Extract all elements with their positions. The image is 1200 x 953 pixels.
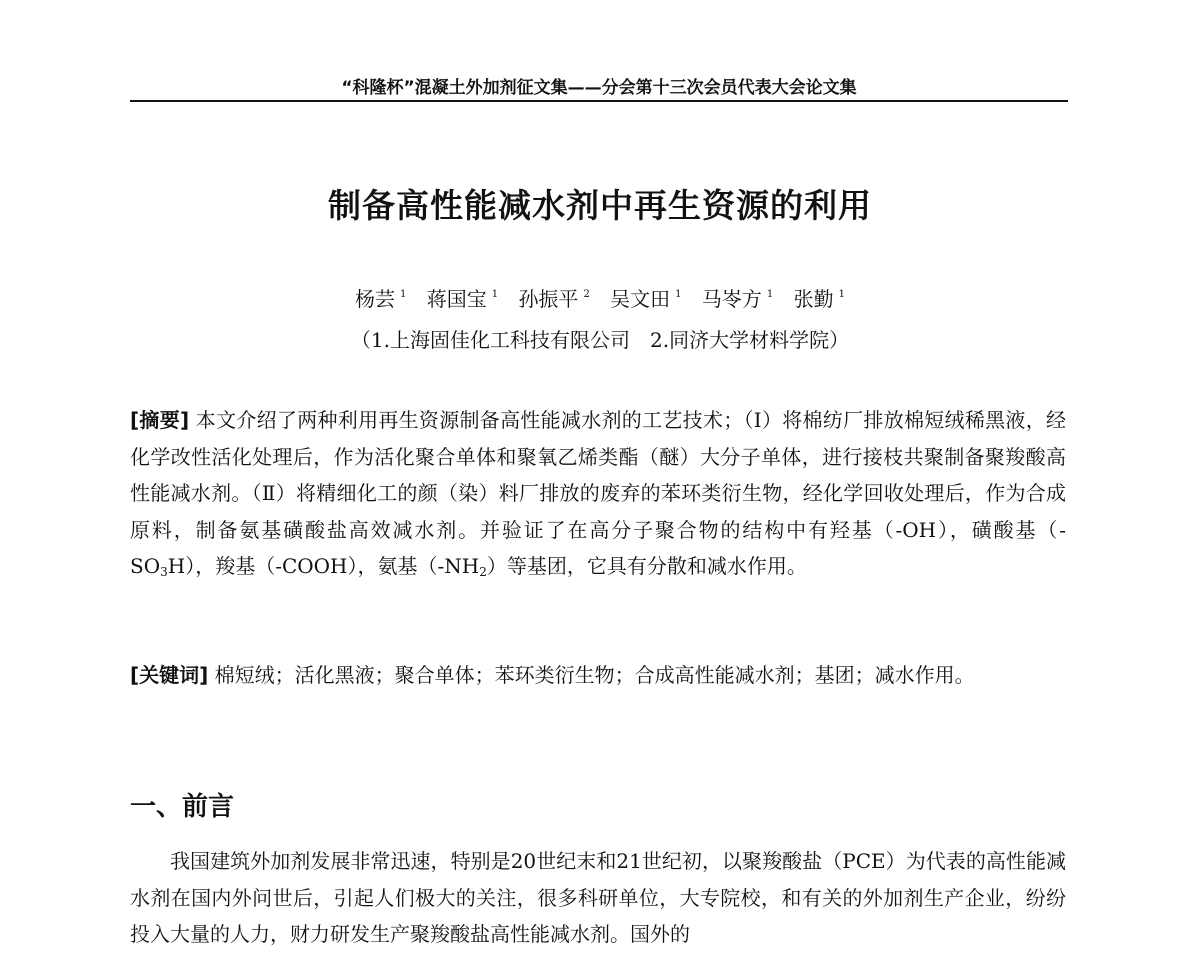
author-name: 孙振平	[518, 287, 579, 311]
author	[355, 287, 406, 311]
author-affil-mark: 1	[766, 289, 774, 300]
keywords-tag: [关键词]	[130, 663, 209, 687]
author-name: 蒋国宝	[426, 287, 487, 311]
abstract-text: ）等基团，它具有分散和减水作用。	[486, 554, 807, 578]
header-rule	[130, 100, 1068, 102]
abstract-text: H），羧基（-COOH），氨基（-NH	[167, 554, 480, 578]
author-affil-mark: 2	[583, 289, 590, 300]
paper-title: 制备高性能减水剂中再生资源的利用	[328, 186, 872, 225]
author-affil-mark: 1	[675, 289, 682, 300]
author	[518, 287, 589, 311]
abstract-tag: [摘要]	[130, 408, 190, 432]
author-affil-mark: 1	[399, 289, 407, 300]
author	[794, 287, 845, 311]
author	[610, 287, 681, 311]
author	[427, 287, 498, 311]
abstract-subscript: 3	[160, 565, 168, 579]
section-heading: 一、前言	[130, 792, 235, 822]
author-name: 杨芸	[354, 287, 395, 311]
author	[702, 287, 773, 311]
author-name: 马岺方	[701, 287, 762, 311]
body-paragraph: 我国建筑外加剂发展非常迅速，特别是20世纪末和21世纪初，以聚羧酸盐（PCE）为代表的高性能减水剂在国内外问世后，引起人们极大的关注，很多科研单位，大专院校，和有关的外加剂生产企业，纷纷投入大量的人力，财力研发生产聚羧酸盐高性能减水剂。国外的	[130, 849, 1066, 946]
abstract	[130, 402, 1066, 591]
author-list	[0, 283, 1200, 312]
author-affil-mark: 1	[838, 289, 846, 300]
running-head: “科隆杯”混凝土外加剂征文集——分会第十三次会员代表大会论文集	[341, 78, 857, 98]
abstract-text: 本文介绍了两种利用再生资源制备高性能减水剂的工艺技术；（Ⅰ）将棉纺厂排放棉短绒稀黑液，经化学改性活化处理后，作为活化聚合单体和聚氧乙烯类酯（醚）大分子单体，进行接枝共聚制备聚羧酸高性能减水剂。（Ⅱ）将精细化工的颜（染）料厂排放的废弃的苯环类衍生物，经化学回收处理后，作为合成原料，制备氨基磺酸盐高效减水剂。并验证了在高分子聚合物的结构中有羟基（-OH），磺酸基（-SO	[130, 408, 1066, 578]
author-name: 张勤	[793, 287, 834, 311]
abstract-subscript: 2	[479, 565, 487, 579]
affiliations: （1.上海固佳化工科技有限公司 2.同济大学材料学院）	[350, 328, 850, 352]
author-name: 吴文田	[610, 287, 671, 311]
keywords-text: 棉短绒；活化黑液；聚合单体；苯环类衍生物；合成高性能减水剂；基团；减水作用。	[208, 663, 975, 687]
author-affil-mark: 1	[491, 289, 499, 300]
keywords	[130, 657, 1066, 694]
